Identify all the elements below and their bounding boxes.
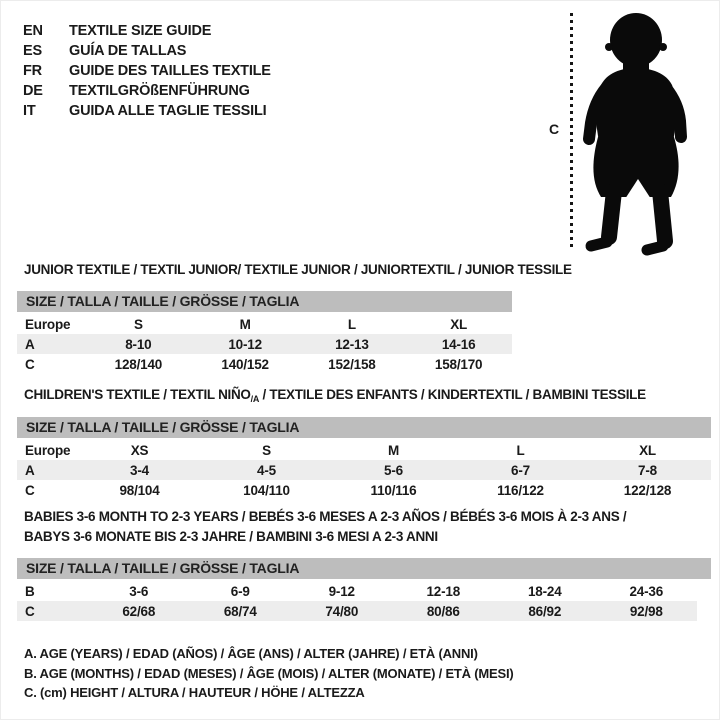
language-label: TEXTILE SIZE GUIDE <box>69 23 212 39</box>
language-label: TEXTILGRÖßENFÜHRUNG <box>69 83 250 99</box>
footnote-c: C. (cm) HEIGHT / ALTURA / HAUTEUR / HÖHE / ALTEZZA <box>24 685 365 700</box>
size-cell: 62/68 <box>122 603 156 619</box>
size-cell: 8-10 <box>125 336 152 352</box>
size-cell: 158/170 <box>434 356 483 372</box>
footnote-b: B. AGE (MONTHS) / EDAD (MESES) / ÂGE (MOIS) / ALTER (MONATE) / ETÀ (MESI) <box>24 665 514 681</box>
size-cell: 6-7 <box>511 462 530 478</box>
row-label-cell: Europe <box>25 442 71 458</box>
size-cell: L <box>347 316 356 332</box>
size-cell: 9-12 <box>328 583 355 599</box>
table-row <box>17 460 711 480</box>
table-row <box>17 601 697 621</box>
size-cell: 104/110 <box>243 482 290 498</box>
babies-table-title-line2: BABYS 3-6 MONATE BIS 2-3 JAHRE / BAMBINI 3-6 MESI A 2-3 ANNI <box>24 528 438 544</box>
size-cell: S <box>262 442 271 458</box>
language-row <box>23 61 271 81</box>
size-cell: S <box>133 316 143 332</box>
size-cell: 3-6 <box>129 583 149 599</box>
language-code: FR <box>23 63 42 79</box>
size-cell: 4-5 <box>257 462 276 478</box>
size-cell: 92/98 <box>629 603 663 619</box>
size-cell: 152/158 <box>328 356 376 372</box>
size-cell: 86/92 <box>528 603 562 619</box>
size-header-bar: SIZE / TALLA / TAILLE / GRÖSSE / TAGLIA <box>17 291 512 312</box>
footnotes <box>24 644 514 703</box>
babies-table-title-line1: BABIES 3-6 MONTH TO 2-3 YEARS / BEBÉS 3-6 MESES A 2-3 AÑOS / BÉBÉS 3-6 MOIS À 2-3 ANS / <box>24 509 627 524</box>
height-dotted-line <box>570 13 573 251</box>
size-cell: 10-12 <box>228 336 262 352</box>
children-size-table <box>17 417 711 500</box>
size-cell: XL <box>639 442 656 458</box>
size-cell: M <box>387 442 400 458</box>
size-cell: 74/80 <box>325 603 359 619</box>
size-cell: 7-8 <box>638 462 657 478</box>
table-row <box>17 581 697 601</box>
size-cell: XS <box>130 442 149 458</box>
row-label-cell: A <box>25 336 35 352</box>
size-cell: L <box>516 442 525 458</box>
size-cell: 80/86 <box>426 603 460 619</box>
language-row <box>23 101 271 121</box>
children-table-title-post: / TEXTILE DES ENFANTS / KINDERTEXTIL / BAMBINI TESSILE <box>259 387 646 402</box>
size-cell: 140/152 <box>221 356 269 372</box>
language-code: EN <box>23 23 43 39</box>
size-cell: 110/116 <box>370 482 417 498</box>
row-label-cell: A <box>25 462 35 478</box>
size-cell: 14-16 <box>441 336 476 352</box>
size-cell: 68/74 <box>223 603 257 619</box>
size-cell: 122/128 <box>623 482 672 498</box>
language-code: IT <box>23 103 36 119</box>
language-code: DE <box>23 83 43 99</box>
size-cell: 5-6 <box>384 462 403 478</box>
table-row <box>17 480 711 500</box>
table-row <box>17 354 512 374</box>
language-label: GUIDA ALLE TAGLIE TESSILI <box>69 103 267 119</box>
size-cell: 116/122 <box>497 482 544 498</box>
babies-table-title <box>24 507 626 546</box>
children-table-title-sub: /A <box>250 394 260 404</box>
size-cell: M <box>239 316 251 332</box>
height-measure-label: C <box>549 121 559 137</box>
size-cell: 12-18 <box>426 583 461 599</box>
junior-table-title <box>24 260 572 280</box>
language-row <box>23 81 271 101</box>
table-row <box>17 440 711 460</box>
children-table-title <box>24 385 646 410</box>
row-label-cell: C <box>25 482 35 498</box>
language-code: ES <box>23 43 42 59</box>
size-header-bar: SIZE / TALLA / TAILLE / GRÖSSE / TAGLIA <box>17 558 711 579</box>
size-cell: 6-9 <box>230 583 250 599</box>
language-label: GUÍA DE TALLAS <box>69 43 187 59</box>
table-row <box>17 314 512 334</box>
junior-table-title-text: JUNIOR TEXTILE / TEXTIL JUNIOR/ TEXTILE JUNIOR / JUNIORTEXTIL / JUNIOR TESSILE <box>24 262 572 277</box>
size-cell: 3-4 <box>130 462 149 478</box>
row-label-cell: B <box>25 583 35 599</box>
row-label-cell: C <box>25 356 35 372</box>
junior-size-table <box>17 291 512 374</box>
footnote-a: A. AGE (YEARS) / EDAD (AÑOS) / ÂGE (ANS) / ALTER (JAHRE) / ETÀ (ANNI) <box>24 646 478 661</box>
size-header-bar: SIZE / TALLA / TAILLE / GRÖSSE / TAGLIA <box>17 417 711 438</box>
size-cell: XL <box>450 316 468 332</box>
row-label-cell: C <box>25 603 35 619</box>
language-list <box>23 21 271 121</box>
size-cell: 98/104 <box>119 482 160 498</box>
language-row <box>23 21 271 41</box>
table-row <box>17 334 512 354</box>
language-row <box>23 41 271 61</box>
size-cell: 12-13 <box>335 336 369 352</box>
size-cell: 128/140 <box>114 356 163 372</box>
toddler-silhouette-icon <box>581 11 691 256</box>
size-cell: 24-36 <box>629 583 664 599</box>
row-label-cell: Europe <box>25 316 71 332</box>
babies-size-table <box>17 558 711 621</box>
size-cell: 18-24 <box>527 583 562 599</box>
language-label: GUIDE DES TAILLES TEXTILE <box>69 63 271 79</box>
children-table-title-pre: CHILDREN'S TEXTILE / TEXTIL NIÑO <box>24 387 251 402</box>
